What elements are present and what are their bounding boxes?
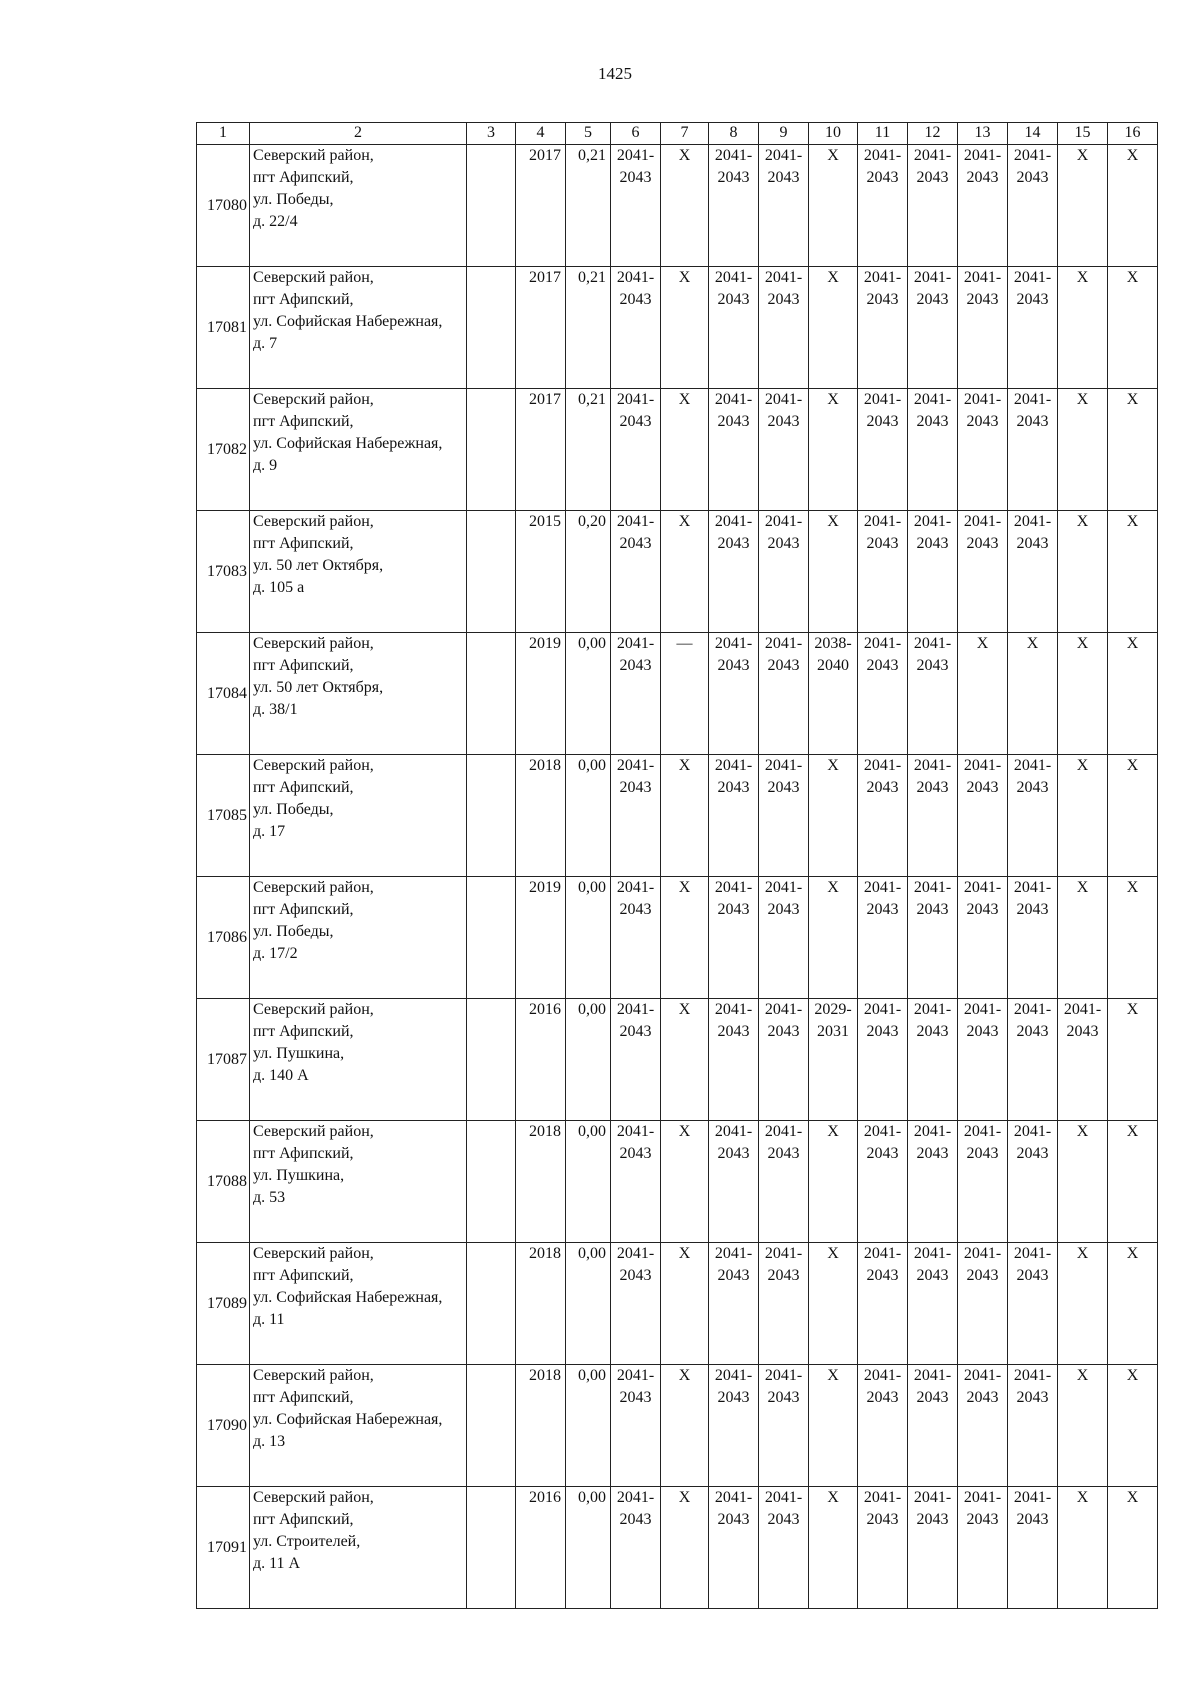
column-7-cell: Х xyxy=(661,1121,709,1243)
address-cell: Северский район, пгт Афипский, ул. Победы, д. 17/2 xyxy=(250,877,467,999)
record-id-cell: 17084 xyxy=(197,633,250,755)
column-13-cell: 2041- 2043 xyxy=(958,1487,1008,1609)
column-number-cell: 10 xyxy=(809,123,858,145)
column-8-cell: 2041- 2043 xyxy=(709,1243,759,1365)
column-3-cell xyxy=(467,267,516,389)
column-10-cell: Х xyxy=(809,1365,858,1487)
column-13-cell: 2041- 2043 xyxy=(958,145,1008,267)
column-9-cell: 2041- 2043 xyxy=(759,999,809,1121)
address-cell: Северский район, пгт Афипский, ул. Пушкина, д. 140 А xyxy=(250,999,467,1121)
column-5-cell: 0,00 xyxy=(566,877,611,999)
column-15-cell: Х xyxy=(1058,1121,1108,1243)
address-cell: Северский район, пгт Афипский, ул. Софийская Набережная, д. 7 xyxy=(250,267,467,389)
column-15-cell: Х xyxy=(1058,1243,1108,1365)
table-row xyxy=(197,389,1158,511)
column-8-cell: 2041- 2043 xyxy=(709,1487,759,1609)
column-12-cell: 2041- 2043 xyxy=(908,999,958,1121)
column-9-cell: 2041- 2043 xyxy=(759,511,809,633)
column-14-cell: 2041- 2043 xyxy=(1008,877,1058,999)
column-number-cell: 8 xyxy=(709,123,759,145)
column-4-cell: 2017 xyxy=(516,267,566,389)
column-5-cell: 0,00 xyxy=(566,1365,611,1487)
column-16-cell: Х xyxy=(1108,1487,1158,1609)
column-10-cell: 2038- 2040 xyxy=(809,633,858,755)
record-id-cell: 17088 xyxy=(197,1121,250,1243)
column-11-cell: 2041- 2043 xyxy=(858,755,908,877)
record-id-cell: 17081 xyxy=(197,267,250,389)
column-3-cell xyxy=(467,145,516,267)
column-12-cell: 2041- 2043 xyxy=(908,267,958,389)
column-11-cell: 2041- 2043 xyxy=(858,389,908,511)
column-7-cell: Х xyxy=(661,1365,709,1487)
column-16-cell: Х xyxy=(1108,267,1158,389)
column-12-cell: 2041- 2043 xyxy=(908,1243,958,1365)
column-8-cell: 2041- 2043 xyxy=(709,389,759,511)
column-number-cell: 12 xyxy=(908,123,958,145)
column-6-cell: 2041- 2043 xyxy=(611,389,661,511)
column-5-cell: 0,00 xyxy=(566,999,611,1121)
column-12-cell: 2041- 2043 xyxy=(908,389,958,511)
column-9-cell: 2041- 2043 xyxy=(759,1243,809,1365)
column-3-cell xyxy=(467,999,516,1121)
column-8-cell: 2041- 2043 xyxy=(709,999,759,1121)
column-15-cell: Х xyxy=(1058,877,1108,999)
column-8-cell: 2041- 2043 xyxy=(709,877,759,999)
column-10-cell: Х xyxy=(809,145,858,267)
column-6-cell: 2041- 2043 xyxy=(611,1243,661,1365)
column-14-cell: Х xyxy=(1008,633,1058,755)
address-cell: Северский район, пгт Афипский, ул. Победы, д. 17 xyxy=(250,755,467,877)
column-10-cell: Х xyxy=(809,267,858,389)
table-row xyxy=(197,511,1158,633)
table-row xyxy=(197,877,1158,999)
column-7-cell: — xyxy=(661,633,709,755)
column-number-cell: 16 xyxy=(1108,123,1158,145)
column-11-cell: 2041- 2043 xyxy=(858,145,908,267)
column-7-cell: Х xyxy=(661,267,709,389)
address-cell: Северский район, пгт Афипский, ул. Строителей, д. 11 А xyxy=(250,1487,467,1609)
column-9-cell: 2041- 2043 xyxy=(759,1487,809,1609)
column-15-cell: Х xyxy=(1058,389,1108,511)
table-row xyxy=(197,1243,1158,1365)
table-body xyxy=(197,123,1158,1609)
page-number: 1425 xyxy=(598,64,632,83)
column-5-cell: 0,00 xyxy=(566,1487,611,1609)
column-4-cell: 2019 xyxy=(516,633,566,755)
column-12-cell: 2041- 2043 xyxy=(908,633,958,755)
table-row xyxy=(197,633,1158,755)
column-4-cell: 2017 xyxy=(516,389,566,511)
column-5-cell: 0,00 xyxy=(566,1121,611,1243)
column-number-cell: 7 xyxy=(661,123,709,145)
column-16-cell: Х xyxy=(1108,999,1158,1121)
table-row xyxy=(197,145,1158,267)
column-7-cell: Х xyxy=(661,1487,709,1609)
register-table xyxy=(196,122,1158,1609)
column-7-cell: Х xyxy=(661,755,709,877)
column-15-cell: Х xyxy=(1058,1487,1108,1609)
record-id-cell: 17091 xyxy=(197,1487,250,1609)
column-6-cell: 2041- 2043 xyxy=(611,511,661,633)
column-14-cell: 2041- 2043 xyxy=(1008,1487,1058,1609)
column-13-cell: 2041- 2043 xyxy=(958,267,1008,389)
column-14-cell: 2041- 2043 xyxy=(1008,999,1058,1121)
column-4-cell: 2015 xyxy=(516,511,566,633)
column-4-cell: 2018 xyxy=(516,1243,566,1365)
column-16-cell: Х xyxy=(1108,755,1158,877)
column-number-cell: 11 xyxy=(858,123,908,145)
column-13-cell: 2041- 2043 xyxy=(958,1243,1008,1365)
record-id-cell: 17087 xyxy=(197,999,250,1121)
column-7-cell: Х xyxy=(661,1243,709,1365)
column-number-cell: 14 xyxy=(1008,123,1058,145)
column-6-cell: 2041- 2043 xyxy=(611,267,661,389)
record-id-cell: 17080 xyxy=(197,145,250,267)
column-10-cell: Х xyxy=(809,389,858,511)
column-9-cell: 2041- 2043 xyxy=(759,1121,809,1243)
table-row xyxy=(197,267,1158,389)
table-row xyxy=(197,1487,1158,1609)
column-11-cell: 2041- 2043 xyxy=(858,1365,908,1487)
record-id-cell: 17090 xyxy=(197,1365,250,1487)
column-9-cell: 2041- 2043 xyxy=(759,877,809,999)
column-6-cell: 2041- 2043 xyxy=(611,755,661,877)
column-4-cell: 2019 xyxy=(516,877,566,999)
column-4-cell: 2017 xyxy=(516,145,566,267)
record-id-cell: 17082 xyxy=(197,389,250,511)
record-id-cell: 17089 xyxy=(197,1243,250,1365)
column-5-cell: 0,21 xyxy=(566,145,611,267)
record-id-cell: 17085 xyxy=(197,755,250,877)
column-11-cell: 2041- 2043 xyxy=(858,633,908,755)
table-row xyxy=(197,1121,1158,1243)
column-6-cell: 2041- 2043 xyxy=(611,1487,661,1609)
column-3-cell xyxy=(467,755,516,877)
column-9-cell: 2041- 2043 xyxy=(759,145,809,267)
column-8-cell: 2041- 2043 xyxy=(709,1121,759,1243)
column-11-cell: 2041- 2043 xyxy=(858,1243,908,1365)
column-14-cell: 2041- 2043 xyxy=(1008,1365,1058,1487)
column-12-cell: 2041- 2043 xyxy=(908,511,958,633)
column-13-cell: 2041- 2043 xyxy=(958,877,1008,999)
column-15-cell: 2041- 2043 xyxy=(1058,999,1108,1121)
column-8-cell: 2041- 2043 xyxy=(709,755,759,877)
column-3-cell xyxy=(467,633,516,755)
column-16-cell: Х xyxy=(1108,511,1158,633)
column-16-cell: Х xyxy=(1108,877,1158,999)
column-15-cell: Х xyxy=(1058,755,1108,877)
column-8-cell: 2041- 2043 xyxy=(709,1365,759,1487)
column-15-cell: Х xyxy=(1058,1365,1108,1487)
column-5-cell: 0,00 xyxy=(566,1243,611,1365)
column-7-cell: Х xyxy=(661,389,709,511)
column-11-cell: 2041- 2043 xyxy=(858,267,908,389)
column-6-cell: 2041- 2043 xyxy=(611,877,661,999)
column-10-cell: Х xyxy=(809,877,858,999)
address-cell: Северский район, пгт Афипский, ул. Победы, д. 22/4 xyxy=(250,145,467,267)
column-8-cell: 2041- 2043 xyxy=(709,267,759,389)
column-3-cell xyxy=(467,1487,516,1609)
column-13-cell: 2041- 2043 xyxy=(958,1365,1008,1487)
column-14-cell: 2041- 2043 xyxy=(1008,755,1058,877)
column-15-cell: Х xyxy=(1058,145,1108,267)
column-11-cell: 2041- 2043 xyxy=(858,1487,908,1609)
address-cell: Северский район, пгт Афипский, ул. Софийская Набережная, д. 11 xyxy=(250,1243,467,1365)
column-number-cell: 1 xyxy=(197,123,250,145)
column-4-cell: 2018 xyxy=(516,1121,566,1243)
column-7-cell: Х xyxy=(661,877,709,999)
column-16-cell: Х xyxy=(1108,145,1158,267)
column-10-cell: Х xyxy=(809,1243,858,1365)
column-6-cell: 2041- 2043 xyxy=(611,633,661,755)
table-row xyxy=(197,755,1158,877)
column-13-cell: 2041- 2043 xyxy=(958,511,1008,633)
column-14-cell: 2041- 2043 xyxy=(1008,267,1058,389)
column-5-cell: 0,00 xyxy=(566,633,611,755)
column-15-cell: Х xyxy=(1058,511,1108,633)
column-9-cell: 2041- 2043 xyxy=(759,755,809,877)
record-id-cell: 17086 xyxy=(197,877,250,999)
column-7-cell: Х xyxy=(661,511,709,633)
column-13-cell: 2041- 2043 xyxy=(958,755,1008,877)
column-10-cell: Х xyxy=(809,755,858,877)
column-5-cell: 0,21 xyxy=(566,389,611,511)
column-13-cell: Х xyxy=(958,633,1008,755)
column-14-cell: 2041- 2043 xyxy=(1008,145,1058,267)
column-number-cell: 9 xyxy=(759,123,809,145)
column-16-cell: Х xyxy=(1108,1121,1158,1243)
column-12-cell: 2041- 2043 xyxy=(908,1487,958,1609)
column-3-cell xyxy=(467,389,516,511)
column-3-cell xyxy=(467,1243,516,1365)
column-10-cell: 2029- 2031 xyxy=(809,999,858,1121)
column-14-cell: 2041- 2043 xyxy=(1008,511,1058,633)
column-11-cell: 2041- 2043 xyxy=(858,999,908,1121)
column-3-cell xyxy=(467,1121,516,1243)
column-8-cell: 2041- 2043 xyxy=(709,633,759,755)
column-number-cell: 13 xyxy=(958,123,1008,145)
column-number-cell: 3 xyxy=(467,123,516,145)
column-6-cell: 2041- 2043 xyxy=(611,999,661,1121)
column-number-cell: 15 xyxy=(1058,123,1108,145)
column-number-cell: 2 xyxy=(250,123,467,145)
column-16-cell: Х xyxy=(1108,633,1158,755)
column-4-cell: 2016 xyxy=(516,1487,566,1609)
column-13-cell: 2041- 2043 xyxy=(958,999,1008,1121)
column-5-cell: 0,00 xyxy=(566,755,611,877)
column-13-cell: 2041- 2043 xyxy=(958,1121,1008,1243)
column-10-cell: Х xyxy=(809,1121,858,1243)
column-9-cell: 2041- 2043 xyxy=(759,633,809,755)
column-4-cell: 2018 xyxy=(516,755,566,877)
column-8-cell: 2041- 2043 xyxy=(709,511,759,633)
column-16-cell: Х xyxy=(1108,389,1158,511)
column-number-cell: 5 xyxy=(566,123,611,145)
column-11-cell: 2041- 2043 xyxy=(858,1121,908,1243)
column-5-cell: 0,20 xyxy=(566,511,611,633)
column-9-cell: 2041- 2043 xyxy=(759,1365,809,1487)
record-id-cell: 17083 xyxy=(197,511,250,633)
column-7-cell: Х xyxy=(661,145,709,267)
column-12-cell: 2041- 2043 xyxy=(908,1365,958,1487)
column-13-cell: 2041- 2043 xyxy=(958,389,1008,511)
column-12-cell: 2041- 2043 xyxy=(908,877,958,999)
column-number-cell: 6 xyxy=(611,123,661,145)
column-16-cell: Х xyxy=(1108,1365,1158,1487)
column-11-cell: 2041- 2043 xyxy=(858,511,908,633)
column-5-cell: 0,21 xyxy=(566,267,611,389)
column-7-cell: Х xyxy=(661,999,709,1121)
column-9-cell: 2041- 2043 xyxy=(759,389,809,511)
column-6-cell: 2041- 2043 xyxy=(611,145,661,267)
column-15-cell: Х xyxy=(1058,633,1108,755)
column-14-cell: 2041- 2043 xyxy=(1008,1243,1058,1365)
column-8-cell: 2041- 2043 xyxy=(709,145,759,267)
address-cell: Северский район, пгт Афипский, ул. 50 лет Октября, д. 105 а xyxy=(250,511,467,633)
column-14-cell: 2041- 2043 xyxy=(1008,389,1058,511)
column-10-cell: Х xyxy=(809,1487,858,1609)
column-3-cell xyxy=(467,877,516,999)
column-15-cell: Х xyxy=(1058,267,1108,389)
address-cell: Северский район, пгт Афипский, ул. 50 лет Октября, д. 38/1 xyxy=(250,633,467,755)
table-row xyxy=(197,1365,1158,1487)
column-16-cell: Х xyxy=(1108,1243,1158,1365)
address-cell: Северский район, пгт Афипский, ул. Пушкина, д. 53 xyxy=(250,1121,467,1243)
column-10-cell: Х xyxy=(809,511,858,633)
column-11-cell: 2041- 2043 xyxy=(858,877,908,999)
column-12-cell: 2041- 2043 xyxy=(908,755,958,877)
column-3-cell xyxy=(467,511,516,633)
column-4-cell: 2018 xyxy=(516,1365,566,1487)
column-number-row xyxy=(197,123,1158,145)
address-cell: Северский район, пгт Афипский, ул. Софийская Набережная, д. 13 xyxy=(250,1365,467,1487)
column-14-cell: 2041- 2043 xyxy=(1008,1121,1058,1243)
column-6-cell: 2041- 2043 xyxy=(611,1121,661,1243)
column-number-cell: 4 xyxy=(516,123,566,145)
address-cell: Северский район, пгт Афипский, ул. Софийская Набережная, д. 9 xyxy=(250,389,467,511)
column-9-cell: 2041- 2043 xyxy=(759,267,809,389)
column-4-cell: 2016 xyxy=(516,999,566,1121)
column-12-cell: 2041- 2043 xyxy=(908,145,958,267)
column-3-cell xyxy=(467,1365,516,1487)
column-12-cell: 2041- 2043 xyxy=(908,1121,958,1243)
table-row xyxy=(197,999,1158,1121)
column-6-cell: 2041- 2043 xyxy=(611,1365,661,1487)
